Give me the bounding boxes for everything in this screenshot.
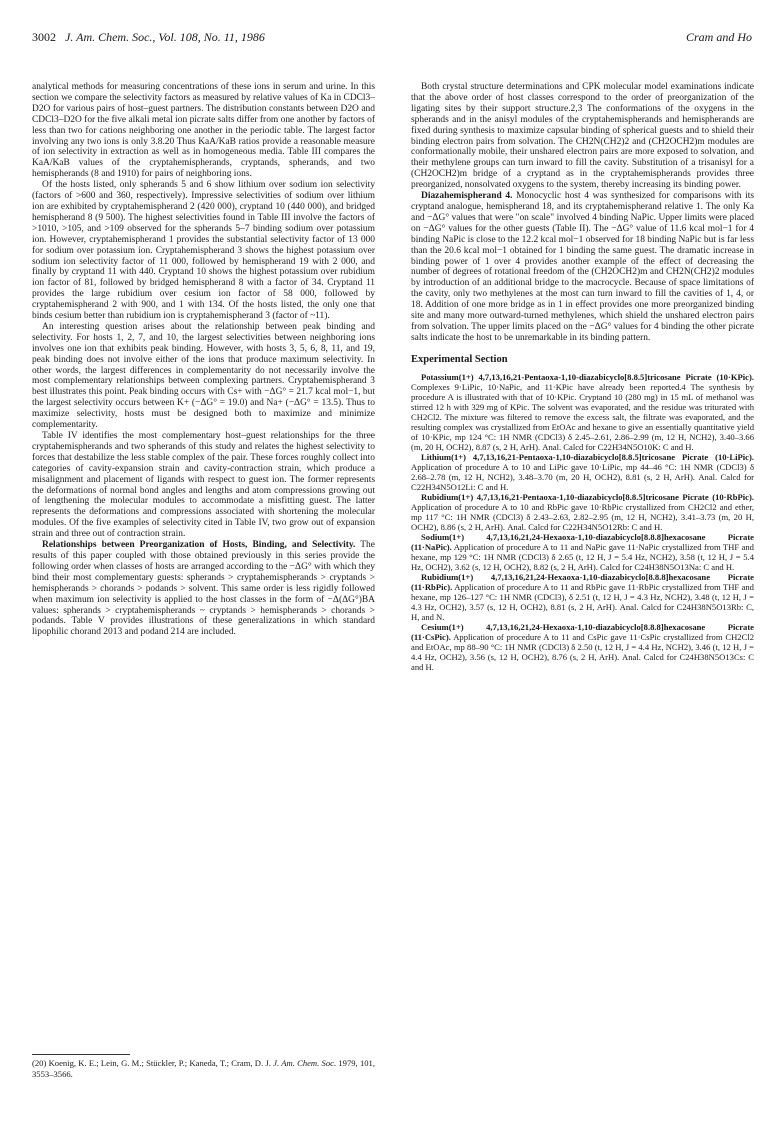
experimental-entry: [411, 372, 754, 452]
paragraph: An interesting question arises about the relationship between peak binding and selectivity. For hosts 1, 2, 7, and 10, the largest selectivities between neighboring ions involves one ion that exhibits peak binding. However, with hosts 3, 5, 6, 8, 11, and 19, peak binding does not involve either of the ions that produce maximum selectivity. In other words, the largest differences in complementarity do not necessarily involve the most complementary relationships between complexing partners. Cryptahemispherand 3 best illustrates this point. Peak binding occurs with Cs+ with −ΔG° = 21.7 kcal mol−1, but the largest selectivity occurs between K+ (−ΔG° = 19.0) and Na+ (−ΔG° = 13.5). Thus to maximize selectivity, hosts must be designed both to maximize and minimize complementarity.: [32, 321, 375, 431]
experimental-entry: [411, 622, 754, 672]
footnote-journal: J. Am. Chem. Soc.: [273, 1058, 337, 1068]
running-header: [32, 30, 752, 48]
left-column: [32, 82, 375, 638]
footnote-text: (20) Koenig, K. E.; Lein, G. M.; Stückler, P.; Kaneda, T.; Cram, D. J.: [32, 1058, 274, 1068]
compound-heading: Sodium(1+) 4,7,13,16,21,24-Hexaoxa-1,10-diazabicyclo[8.8.8]hexacosane Picrate (11·NaPic).: [411, 531, 754, 552]
experimental-entry: [411, 452, 754, 492]
experimental-entry: [411, 572, 754, 622]
entry-text: Application of procedure A to 10 and RbPic gave 10·RbPic crystallized from CH2Cl2 and ether, mp 117 °C: 1H NMR (CDCl3) δ 2.43–2.63, 2.82–2.95 (m, 12 H, NCH2), 3.41–3.73 (m, 20 H, OCH2), 8.86 (s, 2 H, ArH). Anal. Calcd for C22H34N5O12Rb: C and H.: [411, 501, 754, 532]
footnote-text-end: 1979, 101, 3553–3566.: [32, 1058, 375, 1079]
entry-text: Application of procedure A to 11 and RbPic gave 11·RbPic crystallized from THF and hexane, mp 126–127 °C: 1H NMR (CDCl3), δ 2.51 (t, 12 H, J = 4.3 Hz, NCH2), 3.48 (t, 12 H, J = 4.3 Hz, OCH2), 3.57 (s, 12 H, OCH2), 8.81 (s, 2 H, ArH). Anal. Calcd for C24H38N5O13Rb: C, H, and N.: [411, 581, 754, 622]
entry-text: Complexes 9·LiPic, 10·NaPic, and 11·KPic have already been reported.4 The synthesis by procedure A is illustrated with that of 10·KPic. Cryptand 10 (280 mg) in 15 mL of methanol was stirred 12 h with 329 mg of KPic. The solvent was evaporated, and the residue was triturated with CH2Cl2. The mixture was filtered to remove the excess salt, the filtrate was evaporated, and the resulting complex was crystallized from EtOAc and hexane to give an essentially quantitative yield of 10·KPic, mp 124 °C: 1H NMR (CDCl3) δ 2.45–2.61, 2.86–2.99 (m, 12 H, NCH2), 3.40–3.66 (m, 20 H, OCH2), 8.87 (s, 2 H, ArH). Anal. Calcd for C22H34N5O10K: C and H.: [411, 381, 754, 452]
footnote: [32, 1054, 375, 1079]
compound-heading: Rubidium(1+) 4,7,13,16,21-Pentaoxa-1,10-diazabicyclo[8.8.5]tricosane Picrate (10·RbPic).: [421, 491, 754, 502]
paragraph: [411, 191, 754, 344]
run-in-heading: Relationships between Preorganization of Hosts, Binding, and Selectivity.: [42, 540, 356, 551]
experimental-entry: [411, 532, 754, 572]
compound-heading: Potassium(1+) 4,7,13,16,21-Pentaoxa-1,10-diazabicyclo[8.8.5]tricosane Picrate (10·KPic).: [421, 371, 754, 382]
journal-citation: J. Am. Chem. Soc., Vol. 108, No. 11, 1986: [65, 30, 265, 44]
experimental-entry: [411, 492, 754, 532]
compound-heading: Rubidium(1+) 4,7,13,16,21,24-Hexaoxa-1,10-diazabicyclo[8.8.8]hexacosane Picrate (11·RbPic).: [411, 571, 754, 592]
paragraph: Of the hosts listed, only spherands 5 and 6 show lithium over sodium ion selectivity (factors of >600 and 360, respectively). Impressive selectivities of sodium over lithium ion are exhibited by cryptahemispherand 2 (420 000), cryptand 10 (440 000), and bridged hemispherand 8 (9 500). The highest selectivities found in Table III involve the factors of >1010, >105, and >109 observed for the spherands 5–7 binding sodium over potassium ion. However, cryptahemispherand 1 provides the substantial selectivity factor of 13 000 for sodium over potassium ion. Cryptahemispherand 3 shows the highest potassium over sodium ion selectivity factor of 11 000, followed by hemispherand 19 with 2 000, and finally by cryptand 11 with 440. Cryptand 10 shows the highest potassium over rubidium ion factor of 81, followed by bridged hemispherand 8 with a factor of 34. Cryptand 11 provides the large rubidium over cesium ion factor of 58 000, followed by cryptahemispherand 2 with 900, and 1 with 134. Of the hosts listed, the only one that binds cesium better than rubidium ion is cryptahemispherand 3 (factor of ~11).: [32, 180, 375, 322]
paragraph: Table IV identifies the most complementary host–guest relationships for the three cryptahemispherands and two spherands of this study and relates the highest selectivity to forces that destabilize the less stable complex of the pair. These forces roughly collect into categories of cavity-expansion strain and cavity-contraction strain, which produce a misalignment and placement of ligands with respect to guest ion. The former represents the deformations of normal bond angles and lengths and atom compressions growing out of lengthening the molecular modules to accommodate a misfitting guest. The latter represents the deformations and compressions associated with shortening the molecular modules. Of the five examples of selectivity cited in Table IV, two grow out of expansion strain and three out of contraction strain.: [32, 431, 375, 540]
footnote-rule: [32, 1054, 130, 1055]
run-in-heading: Diazahemispherand 4.: [421, 191, 513, 202]
header-left: [32, 30, 265, 45]
section-heading: Experimental Section: [411, 353, 508, 365]
page-number: 3002: [32, 30, 56, 44]
entry-text: Application of procedure A to 11 and CsPic gave 11·CsPic crystallized from CH2Cl2 and EtOAc, mp 88–90 °C: 1H NMR (CDCl3) δ 2.50 (t, 12 H, J = 4.4 Hz, NCH2), 3.46 (t, 12 H, J = 4.4 Hz, OCH2), 3.56 (s, 12 H, OCH2), 8.76 (s, 2 H, ArH). Anal. Calcd for C24H38N5O13Cs: C and H.: [411, 631, 754, 672]
right-column: [411, 82, 754, 672]
paragraph-text: Monocyclic host 4 was synthesized for comparisons with its cryptand analogue, hemispherand 18, and its cryptahemispherand relative 1. The only Ka and −ΔG° values that were "on scale" involved 4 binding NaPic. Upper limits were placed on −ΔG° values for the other guests (Table II). The −ΔG° value of 11.6 kcal mol−1 for 4 binding NaPic is close to the 12.2 kcal mol−1 observed for 18 binding NaPic but is far less than the 20.6 kcal mol−1 obtained for 1 binding the same guest. The dramatic increase in binding power of 1 over 4 provides another example of the effect of decreasing the number of degrees of rotational freedom of the (CH2OCH2)m and CH2N(CH2)2 modules by introduction of an additional bridge to the macrocycle. Because of space limitations of the cavity, only two methylenes at the most can turn inward to fill the cavities of 1, 4, or 18. Addition of one more bridge as in 1 in effect provides one more preorganized binding site and many more outward-turned methylenes, which shield the unshared electron pairs from solvation. The upper limits placed on the −ΔG° values for 4 binding the other picrate salts indicate the host to be unremarkable in its binding pattern.: [411, 191, 755, 343]
entry-text: Application of procedure A to 11 and NaPic gave 11·NaPic crystallized from THF and hexane, mp 129 °C: 1H NMR (CDCl3) δ 2.65 (t, 12 H, J = 5.4 Hz, NCH2), 3.58 (t, 12 H, J = 5.4 Hz, OCH2), 3.62 (s, 12 H, OCH2), 8.82 (s, 2 H, ArH). Calcd for C24H38N5O13Na: C and H.: [411, 541, 754, 572]
paragraph: analytical methods for measuring concentrations of these ions in serum and urine. In this section we compare the selectivity factors as measured by relative values of Ka in CDCl3–D2O for various pairs of host–guest partners. The distribution constants between D2O and CDCl3–D2O for the five alkali metal ion picrate salts differ from one another by factors of less than two for cations neighboring one another in the periodic table. The largest factor involving any two ions is only 3.8.20 Thus KaA/KaB ratios provide a reasonable measure of ion selectivity in extraction as well as in homogeneous media. Table III compares the KaA/KaB values of the cryptahemispherands, cryptands, spherands, and two hemispherands (8 and 1910) for pairs of neighboring ions.: [32, 82, 375, 180]
paragraph: [32, 540, 375, 638]
experimental-section: [411, 372, 754, 672]
compound-heading: Lithium(1+) 4,7,13,16,21-Pentaoxa-1,10-diazabicyclo[8.8.5]tricosane Picrate (10·LiPic).: [421, 451, 754, 462]
paragraph-text: The results of this paper coupled with those obtained previously in this series provide the following order when classes of hosts are arranged according to the −ΔG° with which they bind their most complementary guests: spherands > cryptahemispherands > cryptands > hemispherands > chorands > podands > solvent. This same order is less rigidly followed when maximum ion selectivity is applied to the host classes in the form of −Δ(ΔG°)BA values: spherands > cryptahemispherands ~ cryptands > hemispherands > chorands > podands. Table V provides illustrations of these generalizations in which standard lipophilic chorand 2013 and podand 214 are included.: [32, 540, 375, 638]
header-authors: Cram and Ho: [685, 30, 752, 44]
paragraph: Both crystal structure determinations and CPK molecular model examinations indicate that the above order of host classes correspond to the order of preorganization of the ligating sites by their support structure.2,3 The conformations of the oxygens in the spherands and in the anisyl modules of the cryptahemispherands and hemispherands are fixed during synthesis to maximize capsular binding of spherical guests and to shield their binding electron pairs from solvation. The CH2N(CH2)2 and (CH2OCH2)m modules are conformationally mobile, their unshared electron pairs are more exposed to solvation, and their methylene groups can turn inward to fill the cavity. Substitution of a trisanisyl for a (CH2OCH2)m bridge of a cryptand as in the cryptahemispherands provides three preorganized, nonsolvated oxygens to the system, thereby increasing its binding power.: [411, 82, 754, 191]
entry-text: Application of procedure A to 10 and LiPic gave 10·LiPic, mp 44–46 °C: 1H NMR (CDCl3) δ 2.68–2.78 (m, 12 H, NCH2), 3.48–3.70 (m, 20 H, OCH2), 8.81 (s, 2 H, ArH). Anal. Calcd for C22H34N5O12Li: C and H.: [411, 461, 754, 492]
compound-heading: Cesium(1+) 4,7,13,16,21,24-Hexaoxa-1,10-diazabicyclo[8.8.8]hexacosane Picrate (11·CsPic).: [411, 621, 754, 642]
